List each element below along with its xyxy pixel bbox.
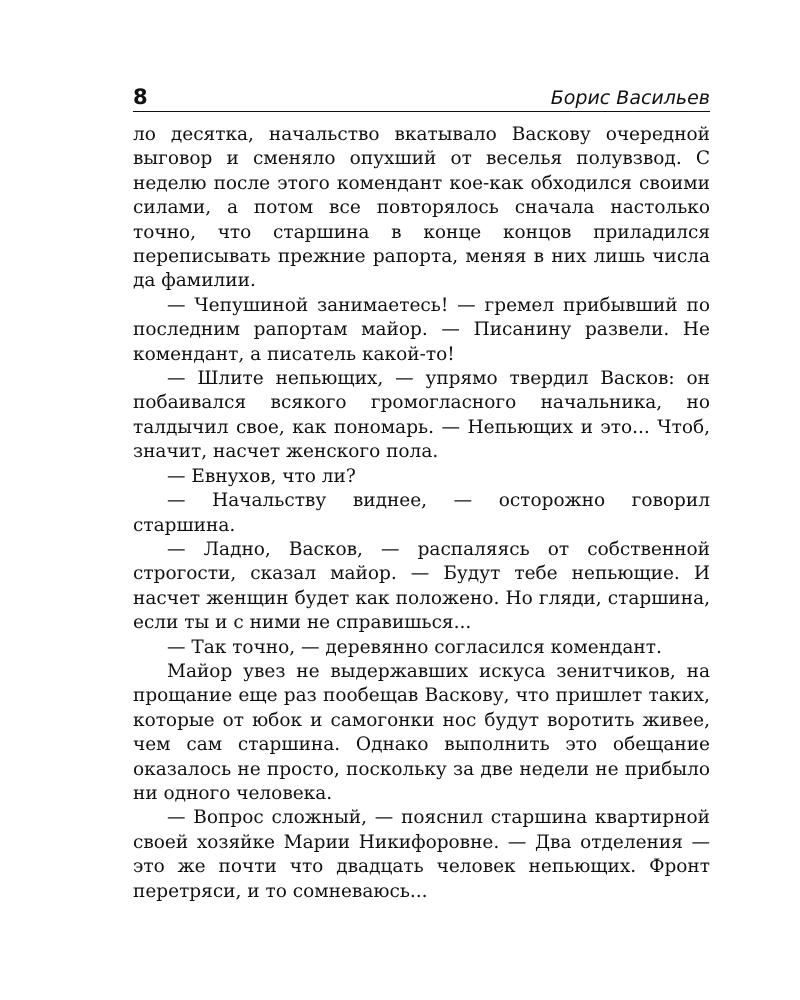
paragraph-2: — Чепушиной занимаетесь! — гремел прибывший по последним рапортам майор. — Писанину развели. Не комендант, а писатель какой-то! [133, 294, 710, 365]
page-number: 8 [133, 85, 148, 109]
paragraph-4: — Евнухов, что ли? [167, 465, 356, 487]
header-rule [133, 111, 710, 112]
paragraph-6: — Ладно, Васков, — распаляясь от собственной строгости, сказал майор. — Будут тебе непьющие. И насчет женщин будет как положено. Но гляди, старшина, если ты и с ними не справишься... [133, 538, 710, 634]
running-title-author: Борис Васильев [550, 87, 710, 109]
paragraph-3: — Шлите непьющих, — упрямо твердил Васков: он побаивался всякого громогласного начальника, но талдычил свое, как пономарь. — Непьющих и это... Чтоб, значит, насчет женского пола. [133, 368, 710, 463]
body-text [133, 123, 710, 904]
paragraph-5: — Начальству виднее, — осторожно говорил старшина. [133, 490, 710, 536]
paragraph-1: ло десятка, начальство вкатывало Васкову очередной выговор и сменяло опухший от веселья полувзвод. С неделю после этого комендант кое-как обходился своими силами, а потом все повторялось сначала настолько точно, что старшина в конце концов приладился переписывать прежние рапорта, меняя в них лишь числа да фамилии. [133, 124, 710, 292]
paragraph-9: — Вопрос сложный, — пояснил старшина квартирной своей хозяйке Марии Никифоровне. — Два отделения — это же почти что двадцать человек непьющих. Фронт перетряси, и то сомневаюсь... [133, 807, 710, 902]
page-header [133, 86, 710, 108]
paragraph-7: — Так точно, — деревянно согласился комендант. [167, 636, 662, 658]
paragraph-8: Майор увез не выдержавших искуса зенитчиков, на прощание еще раз пообещав Васкову, что пришлет таких, которые от юбок и самогонки нос будут воротить живее, чем сам старшина. Однако выполнить это обещание оказалось не просто, поскольку за две недели не прибыло ни одного человека. [133, 660, 710, 804]
